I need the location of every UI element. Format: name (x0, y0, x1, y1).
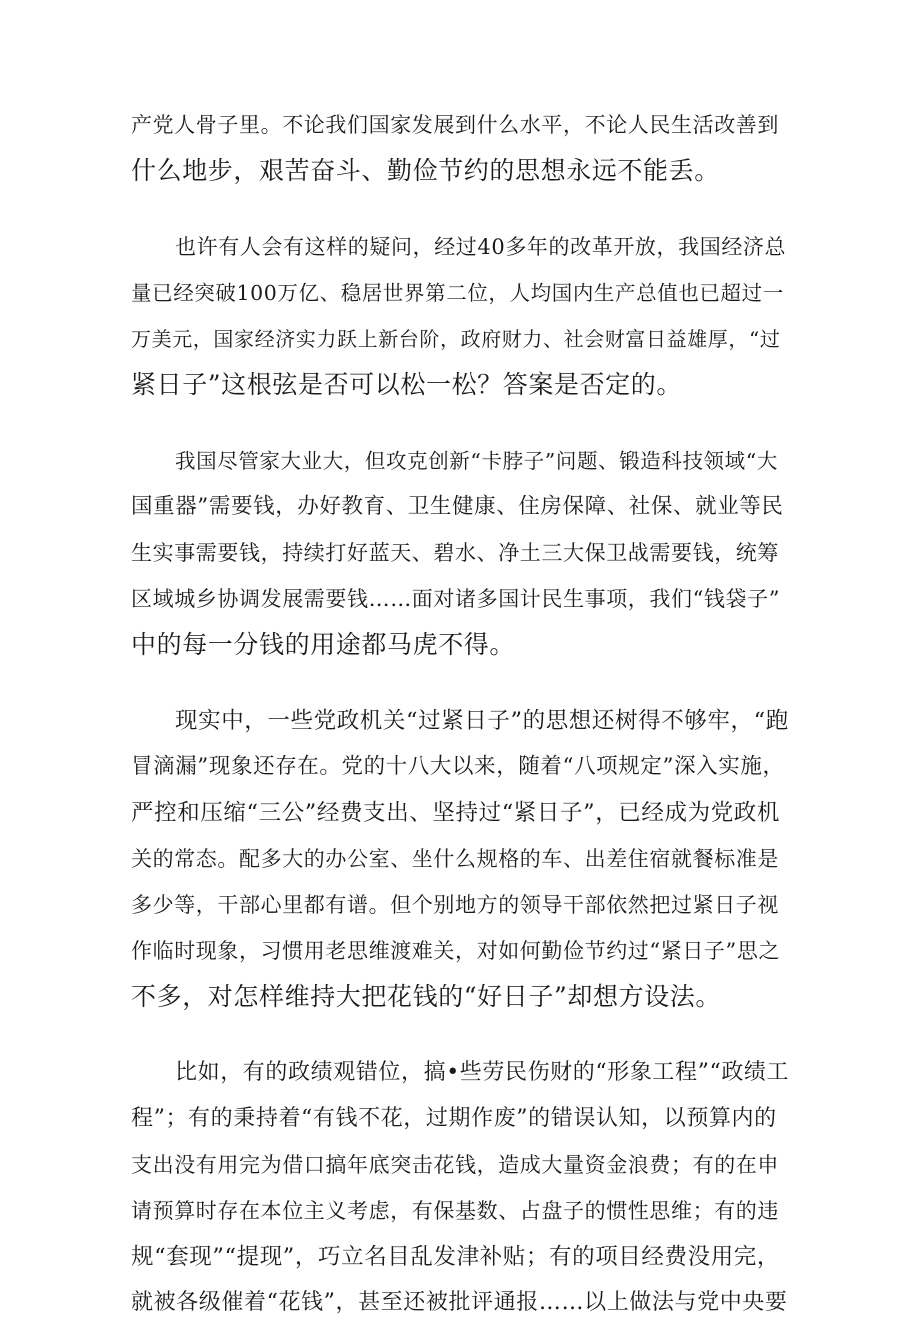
text-line: 比如，有的政绩观错位，搞•些劳民伤财的“形象工程”“政绩工 (175, 1060, 790, 1085)
text-line: 也许有人会有这样的疑问，经过40多年的改革开放，我国经济总 (175, 235, 787, 259)
text-line: 支出没有用完为借口搞年底突击花钱，造成大量资金浪费；有的在申 (131, 1153, 779, 1177)
text-line: 就被各级催着“花钱”，甚至还被批评通报……以上做法与党中央要 (131, 1290, 788, 1315)
text-line: 不多，对怎样维持大把花钱的“好日子”却想方设法。 (131, 982, 721, 1011)
text-line: 关的常态。配多大的办公室、坐什么规格的车、出差住宿就餐标准是 (131, 847, 779, 871)
text-line: 万美元，国家经济实力跃上新台阶，政府财力、社会财富日益雄厚，“过 (131, 327, 781, 351)
text-line: 产党人骨子里。不论我们国家发展到什么水平，不论人民生活改善到 (131, 113, 779, 137)
text-line: 国重器”需要钱，办好教育、卫生健康、住房保障、社保、就业等民 (131, 494, 784, 519)
text-line: 区域城乡协调发展需要钱……面对诸多国计民生事项，我们“钱袋子” (131, 587, 781, 611)
text-line: 严控和压缩“三公”经费支出、坚持过“紧日子”，已经成为党政机 (131, 800, 781, 826)
text-line: 现实中，一些党政机关“过紧日子”的思想还树得不够牢，“跑 (175, 708, 789, 734)
text-line: 多少等，干部心里都有谱。但个别地方的领导干部依然把过紧日子视 (131, 893, 779, 917)
text-line: 请预算时存在本位主义考虑，有保基数、占盘子的惯性思维；有的违 (131, 1199, 779, 1223)
text-line: 规“套现”“提现”，巧立名目乱发津补贴；有的项目经费没用完， (131, 1244, 781, 1270)
text-line: 我国尽管家大业大，但攻克创新“卡脖子”问题、锻造科技领域“大 (175, 449, 778, 473)
text-line: 量已经突破100万亿、稳居世界第二位，人均国内生产总值也已超过一 (131, 281, 784, 305)
text-line: 中的每一分钱的用途都马虎不得。 (131, 630, 516, 659)
text-line: 生实事需要钱，持续打好蓝天、碧水、净土三大保卫战需要钱，统筹 (131, 541, 779, 565)
text-line: 冒滴漏”现象还存在。党的十八大以来，随着“八项规定”深入实施， (131, 754, 785, 779)
text-line: 紧日子”这根弦是否可以松一松？答案是否定的。 (131, 370, 682, 399)
text-line: 什么地步，艰苦奋斗、勤俭节约的思想永远不能丢。 (131, 156, 720, 185)
text-line: 作临时现象，习惯用老思维渡难关，对如何勤俭节约过“紧日子”思之 (131, 939, 781, 963)
text-line: 程”；有的秉持着“有钱不花，过期作废”的错误认知，以预算内的 (131, 1106, 777, 1131)
